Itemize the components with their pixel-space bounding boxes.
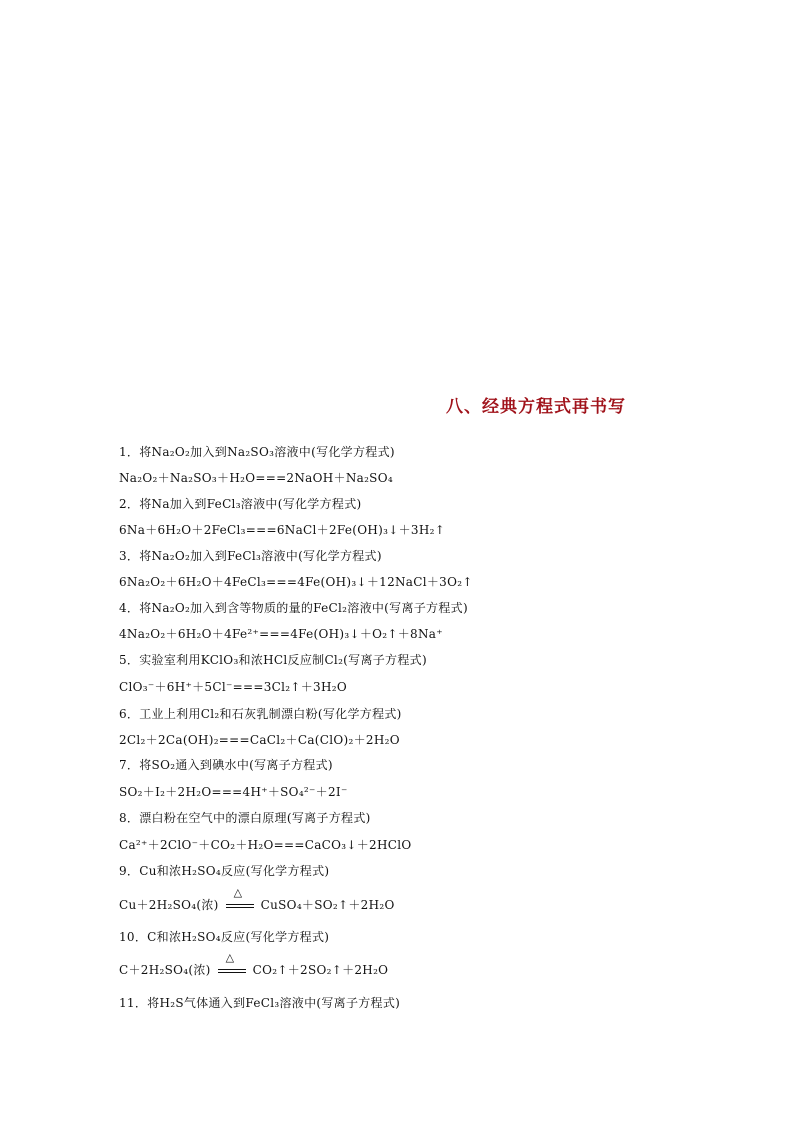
question-1 xyxy=(119,444,395,460)
question-number: 6． xyxy=(119,707,140,721)
question-8 xyxy=(119,810,371,826)
section-title: 八、经典方程式再书写 xyxy=(446,397,626,417)
question-number: 10． xyxy=(119,930,148,944)
question-5 xyxy=(119,652,427,668)
question-number: 8． xyxy=(119,811,140,825)
question-4 xyxy=(119,600,468,616)
answer-2: 6Na＋6H₂O＋2FeCl₃===6NaCl＋2Fe(OH)₃↓＋3H₂↑ xyxy=(119,523,446,537)
question-9 xyxy=(119,863,329,879)
answer-5: ClO₃⁻＋6H⁺＋5Cl⁻===3Cl₂↑＋3H₂O xyxy=(119,680,347,694)
question-6 xyxy=(119,706,402,722)
answer-1: Na₂O₂＋Na₂SO₃＋H₂O===2NaOH＋Na₂SO₄ xyxy=(119,471,393,485)
question-11 xyxy=(119,995,400,1011)
question-number: 7． xyxy=(119,758,140,772)
answer-4: 4Na₂O₂＋6H₂O＋4Fe²⁺===4Fe(OH)₃↓＋O₂↑＋8Na⁺ xyxy=(119,627,443,641)
question-number: 1． xyxy=(119,445,140,459)
question-text: 将Na₂O₂加入到FeCl₃溶液中(写化学方程式) xyxy=(139,549,382,563)
question-text: 将SO₂通入到碘水中(写离子方程式) xyxy=(139,758,333,772)
equation-left: C＋2H₂SO₄(浓) xyxy=(119,963,211,977)
question-text: 将Na₂O₂加入到含等物质的量的FeCl₂溶液中(写离子方程式) xyxy=(139,601,468,615)
question-text: 将Na加入到FeCl₃溶液中(写化学方程式) xyxy=(139,497,362,511)
equation-left: Cu＋2H₂SO₄(浓) xyxy=(119,898,219,912)
question-number: 11． xyxy=(119,996,148,1010)
heat-triangle-icon: △ xyxy=(225,950,235,964)
question-2 xyxy=(119,496,361,512)
question-7 xyxy=(119,757,333,773)
question-text: 实验室利用KClO₃和浓HCl反应制Cl₂(写离子方程式) xyxy=(139,653,427,667)
answer-3: 6Na₂O₂＋6H₂O＋4FeCl₃===4Fe(OH)₃↓＋12NaCl＋3O₂↑ xyxy=(119,575,473,589)
question-number: 3． xyxy=(119,549,140,563)
heat-condition-sign xyxy=(225,885,255,914)
equation-right: CO₂↑＋2SO₂↑＋2H₂O xyxy=(252,963,389,977)
question-text: 漂白粉在空气中的漂白原理(写离子方程式) xyxy=(139,811,371,825)
question-text: 将Na₂O₂加入到Na₂SO₃溶液中(写化学方程式) xyxy=(139,445,395,459)
answer-8: Ca²⁺＋2ClO⁻＋CO₂＋H₂O===CaCO₃↓＋2HClO xyxy=(119,838,412,852)
question-text: 工业上利用Cl₂和石灰乳制漂白粉(写化学方程式) xyxy=(139,707,402,721)
question-number: 4． xyxy=(119,601,140,615)
question-3 xyxy=(119,548,382,564)
question-number: 5． xyxy=(119,653,140,667)
question-text: 将H₂S气体通入到FeCl₃溶液中(写离子方程式) xyxy=(147,996,401,1010)
question-text: Cu和浓H₂SO₄反应(写化学方程式) xyxy=(139,864,330,878)
question-number: 2． xyxy=(119,497,140,511)
answer-7: SO₂＋I₂＋2H₂O===4H⁺＋SO₄²⁻＋2I⁻ xyxy=(119,785,348,799)
heat-triangle-icon: △ xyxy=(233,885,243,899)
heat-condition-sign xyxy=(217,950,247,979)
answer-10 xyxy=(119,950,389,984)
answer-9 xyxy=(119,885,395,919)
question-10 xyxy=(119,929,329,945)
equation-right: CuSO₄＋SO₂↑＋2H₂O xyxy=(260,898,395,912)
answer-6: 2Cl₂＋2Ca(OH)₂===CaCl₂＋Ca(ClO)₂＋2H₂O xyxy=(119,733,400,747)
question-number: 9． xyxy=(119,864,140,878)
question-text: C和浓H₂SO₄反应(写化学方程式) xyxy=(147,930,330,944)
